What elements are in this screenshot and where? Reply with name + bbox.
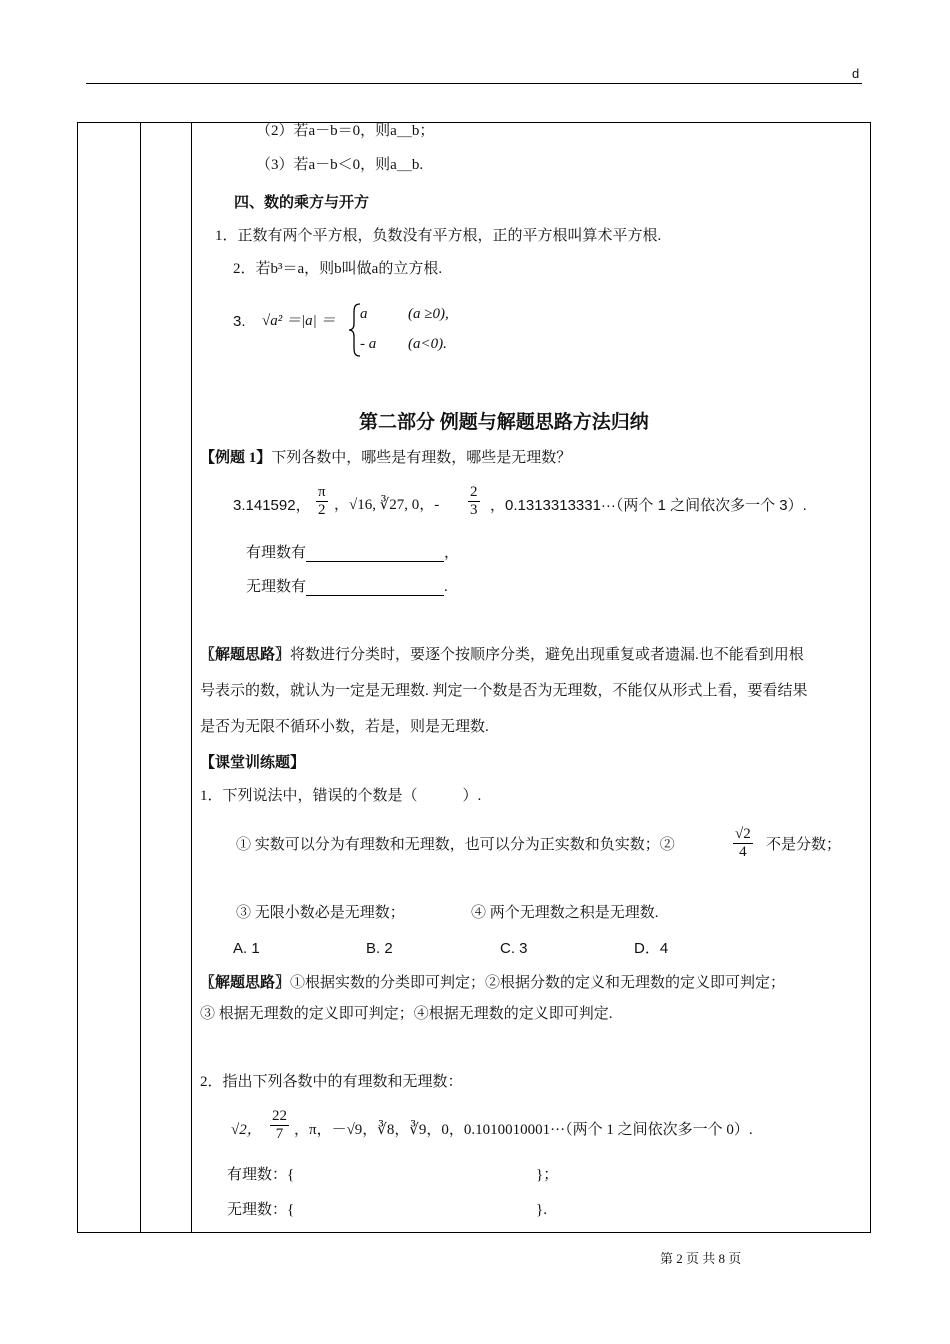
q2-fraction — [270, 1108, 289, 1142]
comparison-item-2: （2）若a－b＝0，则a＿b； — [256, 123, 435, 139]
formula-lhs: √a² ＝|a| ＝ — [262, 313, 336, 329]
example-1 — [200, 451, 571, 466]
statement-4: ④ 两个无理数之积是无理数. — [471, 905, 659, 921]
comparison-item-3: （3）若a－b＜0，则a＿b. — [256, 157, 424, 173]
q2-part-b: ，π，－√9，∛8，∛9，0，0.1010010001···（两个 1 之间依次多一个 0）. — [294, 1122, 753, 1138]
case-1-expression: a — [360, 306, 368, 322]
formula-number: 3. — [233, 313, 246, 330]
question-1: 1．下列说法中，错误的个数是（ ）. — [200, 788, 482, 804]
example-text: 下列各数中，哪些是有理数，哪些是无理数？ — [271, 450, 572, 466]
rational-answer-line — [246, 546, 459, 562]
option-d[interactable]: D．4 — [634, 940, 669, 957]
q2-irrational-end: }. — [536, 1202, 547, 1218]
option-b[interactable]: B. 2 — [366, 940, 393, 957]
case-1-condition: (a ≥0), — [408, 306, 449, 322]
rational-blank[interactable] — [306, 546, 444, 562]
q2-rational-end: }； — [536, 1167, 559, 1183]
numbers-part-b: ，√16, ∛27, 0，- — [334, 497, 440, 513]
example-label: 【例题 1】 — [200, 450, 272, 466]
q2-numerator: 22 — [272, 1108, 287, 1124]
tip-label: 〖解题思路〗 — [200, 647, 291, 663]
tip-line-3: 是否为无限不循环小数，若是，则是无理数. — [200, 719, 489, 735]
q2-rational-label: 有理数：{ — [227, 1167, 295, 1183]
rational-end: ， — [444, 545, 460, 561]
table-column-divider-2 — [191, 122, 192, 1233]
case-2-condition: (a<0). — [408, 336, 447, 352]
statement-1-2: ① 实数可以分为有理数和无理数，也可以分为正实数和负实数；② — [236, 837, 675, 853]
neg-denominator: 3 — [470, 501, 478, 518]
training-tip-line-2: ③ 根据无理数的定义即可判定；④根据无理数的定义即可判定. — [200, 1006, 613, 1022]
paragraph-2: 2．若b³＝a，则b叫做a的立方根. — [233, 261, 443, 277]
irrational-label: 无理数有 — [246, 579, 307, 595]
content-table — [77, 122, 871, 1233]
tip-line-2: 号表示的数，就认为一定是无理数. 判定一个数是否为无理数，不能仅从形式上看，要看结果 — [200, 683, 808, 699]
training-tip-line-1 — [200, 976, 785, 991]
irrational-answer-line — [246, 580, 448, 596]
numbers-part-a: 3.141592， — [233, 497, 311, 514]
fraction-denominator: 4 — [739, 843, 747, 860]
sqrt2-over-4 — [733, 826, 753, 860]
case-2-expression: - a — [360, 336, 377, 352]
option-c[interactable]: C. 3 — [500, 940, 528, 957]
page-footer: 第 2 页 共 8 页 — [660, 1251, 742, 1266]
neg-numerator: 2 — [470, 484, 478, 500]
negative-fraction — [468, 484, 480, 518]
q2-irrational-label: 无理数：{ — [227, 1202, 295, 1218]
pi-fraction — [316, 484, 328, 518]
q2-part-a: √2， — [231, 1122, 262, 1138]
header-rule — [86, 83, 862, 84]
fraction-numerator: √2 — [735, 826, 751, 842]
table-column-divider-1 — [140, 122, 141, 1233]
irrational-end: . — [444, 579, 448, 595]
training-heading: 【课堂训练题】 — [200, 755, 306, 771]
tip-text-1: 将数进行分类时，要逐个按顺序分类，避免出现重复或者遗漏.也不能看到用根 — [290, 647, 804, 663]
part-title: 第二部分 例题与解题思路方法归纳 — [359, 412, 649, 433]
q2-denominator: 7 — [275, 1125, 284, 1142]
numbers-part-c: ，0.1313313331···（两个 1 之间依次多一个 3）. — [490, 497, 807, 514]
pi-denominator: 2 — [318, 501, 326, 518]
header-mark: d — [852, 66, 860, 81]
question-2: 2．指出下列各数中的有理数和无理数： — [200, 1074, 463, 1090]
paragraph-1: 1．正数有两个平方根，负数没有平方根，正的平方根叫算术平方根. — [215, 228, 662, 244]
rational-label: 有理数有 — [246, 545, 307, 561]
training-tip-text-1: ①根据实数的分类即可判定；②根据分数的定义和无理数的定义即可判定； — [290, 975, 786, 991]
statement-2-end: 不是分数； — [766, 837, 842, 853]
pi-numerator: π — [318, 484, 326, 500]
option-a[interactable]: A. 1 — [233, 940, 260, 957]
section-heading: 四、数的乘方与开方 — [234, 195, 370, 211]
irrational-blank[interactable] — [306, 580, 444, 596]
tip-line-1 — [200, 648, 804, 663]
statement-3: ③ 无限小数必是无理数； — [236, 905, 405, 921]
training-tip-label: 〖解题思路〗 — [200, 975, 291, 991]
